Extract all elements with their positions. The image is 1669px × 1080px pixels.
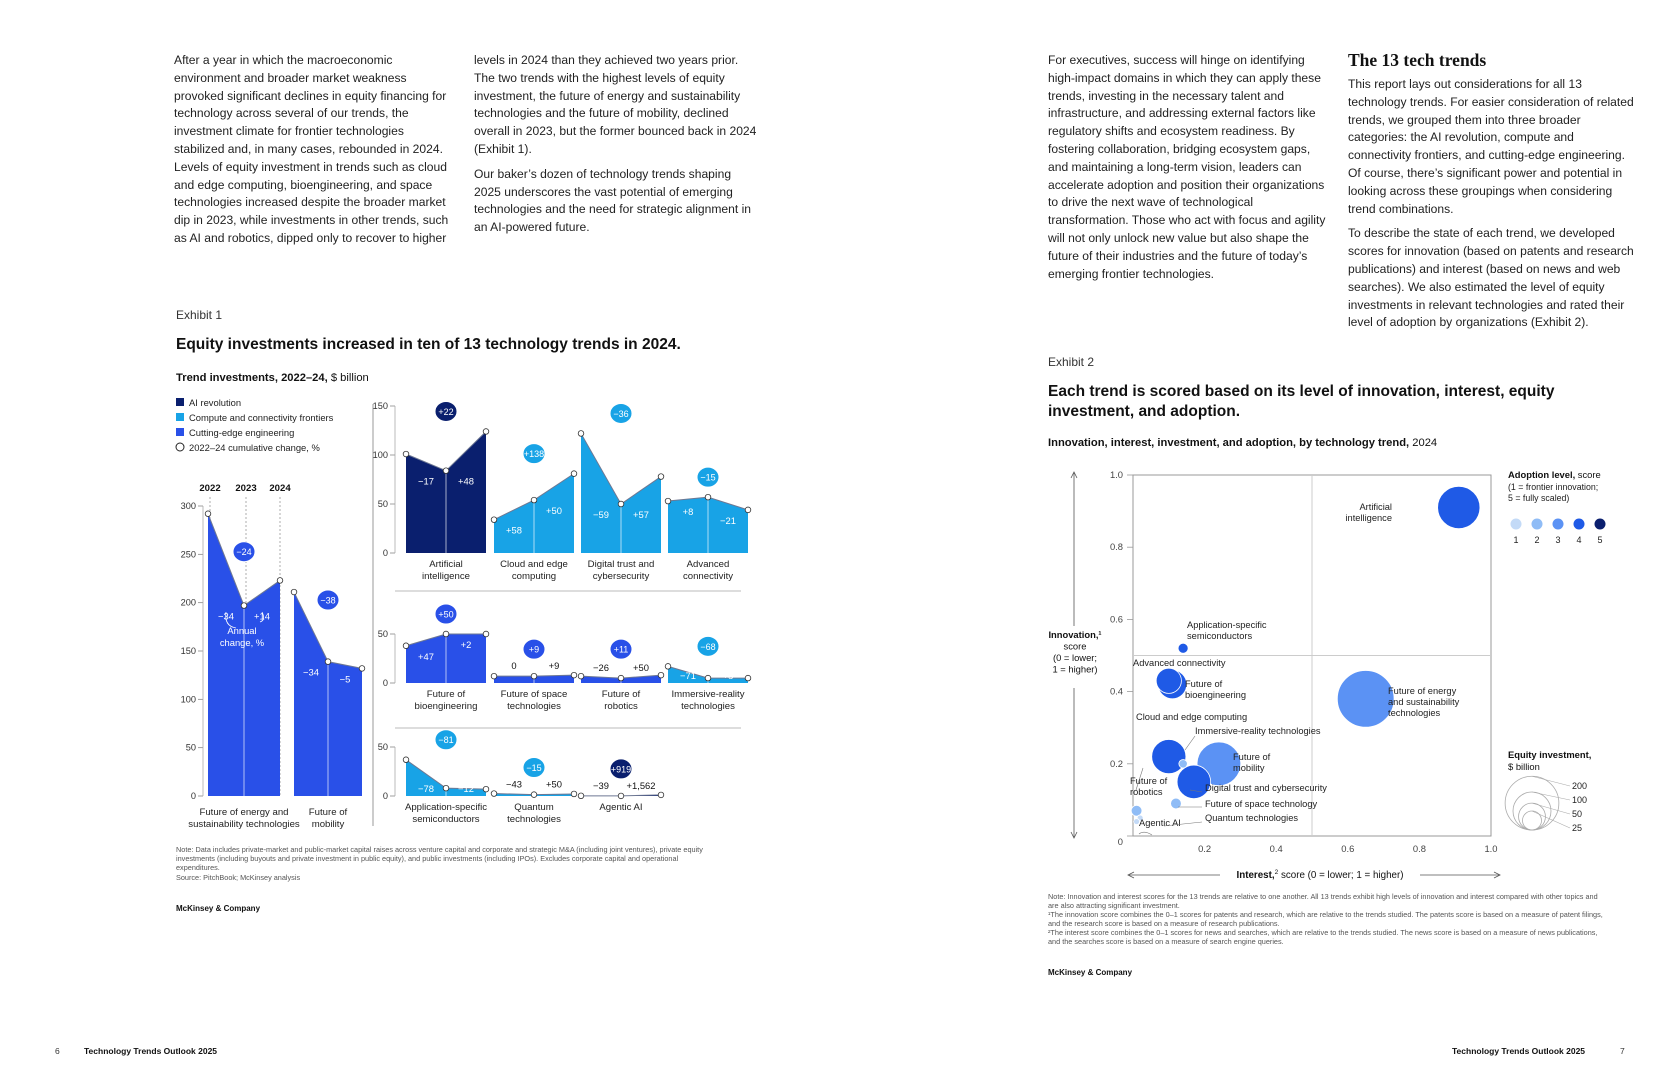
bubble-label: robotics xyxy=(1130,787,1163,797)
exhibit-2-chart xyxy=(1040,450,1630,890)
trend-label: mobility xyxy=(311,819,345,830)
footer-title: Technology Trends Outlook 2025 xyxy=(84,1046,218,1056)
data-point xyxy=(491,673,497,679)
data-point xyxy=(531,497,537,503)
trend-label: computing xyxy=(511,571,557,582)
bubble-label: Application-specific xyxy=(1187,620,1267,630)
cumulative-change-label: +22 xyxy=(438,406,454,417)
bubble-future-of-energy-and-sustainability-technologies xyxy=(1337,670,1394,727)
investment-legend-unit: $ billion xyxy=(1508,761,1540,772)
cumulative-change-label: +138 xyxy=(523,449,545,460)
data-point xyxy=(618,675,624,681)
annual-change-label: +57 xyxy=(633,509,649,520)
legend-swatch xyxy=(176,413,184,421)
annual-change-label: +8 xyxy=(722,670,734,681)
y-tick-label: 0.6 xyxy=(1109,613,1123,625)
body-paragraph: This report lays out considerations for all 13 technology trends. For easier consideration of related trends, we grouped them into three broader categories: the AI revolution, compute and connectivity frontiers, and cutting-edge engineering. Of course, there’s significant power and potential in looking across these groupings when considering trend combinations. xyxy=(1348,77,1634,216)
trend-label: robotics xyxy=(604,701,638,712)
trend-label: technologies xyxy=(681,701,735,712)
body-paragraph: To describe the state of each trend, we developed scores for innovation (based on patents and research publications) and interest (based on news and web searches). We also estimated the level of equity investments in relevant technologies and rated their level of adoption by organizations (Exhibit 2). xyxy=(1348,226,1634,330)
investment-legend-value: 200 xyxy=(1572,781,1588,791)
cumulative-change-label: −36 xyxy=(613,408,629,419)
y-tick-label: 0 xyxy=(382,548,388,558)
data-point xyxy=(403,757,409,763)
data-point xyxy=(658,474,664,480)
bubble-label: Agentic AI xyxy=(1139,818,1181,828)
annual-change-label: −59 xyxy=(593,509,609,520)
leader-line xyxy=(1139,832,1152,835)
trend-label: Future of xyxy=(308,807,348,818)
x-tick-label: 0.8 xyxy=(1412,843,1426,854)
annual-change-label: −5 xyxy=(339,673,351,685)
annual-change-label: −17 xyxy=(418,475,434,487)
cumulative-change-label: −38 xyxy=(320,595,336,606)
annual-change-label: +9 xyxy=(548,660,560,672)
exhibit-1-source: Source: PitchBook; McKinsey analysis xyxy=(176,873,301,882)
trend-label: Immersive-reality xyxy=(671,689,745,700)
y-axis-label: Innovation,¹ xyxy=(1048,629,1102,640)
investment-legend-value: 50 xyxy=(1572,809,1583,819)
annual-change-label: 0 xyxy=(511,660,517,672)
annual-change-label: +50 xyxy=(633,662,649,674)
trend-label: Agentic AI xyxy=(599,802,643,813)
bubble-label: bioengineering xyxy=(1185,690,1246,700)
adoption-level-label: 1 xyxy=(1513,535,1519,545)
y-tick-label: 50 xyxy=(377,629,388,639)
y-axis-label: score xyxy=(1063,640,1087,652)
trend-label: Application-specific xyxy=(404,802,488,813)
y-tick-label: 200 xyxy=(180,597,196,608)
footnote-2: ²The interest score combines the 0–1 scores for news and searches, which are relative to the trends studied. The news score is based on a measure of news publications, and the searches score is based on a measure of search engine queries. xyxy=(1048,928,1598,946)
y-tick-label: 50 xyxy=(377,742,388,752)
data-point xyxy=(531,673,537,679)
subtitle-unit: $ billion xyxy=(327,372,369,384)
bubble-label: Digital trust and cybersecurity xyxy=(1205,783,1327,793)
subtitle-year: 2024 xyxy=(1409,437,1438,449)
exhibit-1-chart xyxy=(0,0,760,840)
trend-label: Quantum xyxy=(514,802,554,813)
y-tick-label: 150 xyxy=(180,646,196,656)
trend-label: Future of space xyxy=(500,689,568,700)
bubble-label: Quantum technologies xyxy=(1205,813,1299,823)
y-tick-label: 100 xyxy=(180,694,196,705)
adoption-legend-desc: 5 = fully scaled) xyxy=(1508,493,1570,503)
bubble-label: semiconductors xyxy=(1187,631,1253,641)
adoption-level-label: 4 xyxy=(1576,535,1582,545)
bubble-immersive-reality-technologies xyxy=(1179,760,1187,768)
x-tick-label: 0.6 xyxy=(1341,843,1355,854)
annual-change-label: +47 xyxy=(418,650,434,662)
x-tick-label: 1.0 xyxy=(1484,843,1498,854)
annual-change-label: +8 xyxy=(682,506,694,518)
annual-change-label: +48 xyxy=(458,475,474,487)
annual-change-label: −21 xyxy=(720,514,736,526)
data-point xyxy=(658,792,664,798)
bubble-label: Cloud and edge computing xyxy=(1136,712,1248,722)
annual-change-label: −34 xyxy=(303,666,319,678)
trend-label: Future of xyxy=(601,689,641,700)
body-paragraph: levels in 2024 than they achieved two years prior. The two trends with the highest levels of equity investment, the future of energy and sustainability technologies and the future of mobility, declined overall in 2023, but the former bounced back in 2024 (Exhibit 1). xyxy=(474,53,757,156)
cumulative-change-label: −24 xyxy=(236,547,252,558)
page-number: 6 xyxy=(55,1046,60,1056)
trend-label: connectivity xyxy=(682,571,734,582)
page-number: 7 xyxy=(1620,1046,1625,1056)
cumulative-change-label: −81 xyxy=(438,735,454,746)
adoption-swatch xyxy=(1532,519,1543,530)
y-tick-label: 0 xyxy=(190,791,196,801)
exhibit-2-subtitle xyxy=(1048,437,1437,449)
bubble-artificial-intelligence xyxy=(1438,486,1480,528)
adoption-level-label: 5 xyxy=(1597,535,1603,545)
y-tick-label: 50 xyxy=(185,742,196,753)
trend-label: technologies xyxy=(507,814,561,825)
bubble-label: technologies xyxy=(1388,708,1441,718)
right-text-column-2 xyxy=(1348,50,1634,332)
adoption-swatch xyxy=(1553,519,1564,530)
data-point xyxy=(618,793,624,799)
legend-label: AI revolution xyxy=(189,397,242,408)
year-label: 2023 xyxy=(235,483,257,494)
section-heading: The 13 tech trends xyxy=(1348,50,1487,70)
bubble-label: intelligence xyxy=(1345,513,1392,523)
y-tick-label: 0.4 xyxy=(1109,685,1123,697)
trend-label: bioengineering xyxy=(414,701,478,712)
legend-label: 2022–24 cumulative change, % xyxy=(189,442,320,453)
adoption-swatch xyxy=(1595,519,1606,530)
y-tick-label: 0 xyxy=(382,791,388,801)
legend-label: Compute and connectivity frontiers xyxy=(189,412,334,423)
year-label: 2024 xyxy=(269,483,291,494)
bubble-label: Artificial xyxy=(1359,502,1392,512)
trend-label: Artificial xyxy=(429,559,463,570)
adoption-level-label: 3 xyxy=(1555,535,1561,545)
annual-change-label: −39 xyxy=(593,779,609,791)
cumulative-change-label: −68 xyxy=(700,641,716,652)
bubble-label: Advanced connectivity xyxy=(1133,658,1226,668)
annual-change-label: +1,562 xyxy=(626,779,656,791)
trend-label: intelligence xyxy=(421,571,471,582)
data-point xyxy=(325,659,331,665)
y-tick-label: 250 xyxy=(180,549,196,560)
annual-change-label: +2 xyxy=(460,639,472,650)
data-point xyxy=(483,429,489,435)
bubble-label: Immersive-reality technologies xyxy=(1195,726,1321,736)
data-point xyxy=(571,471,577,477)
y-tick-label: 50 xyxy=(377,499,388,509)
bubble-cloud-and-edge-computing xyxy=(1152,739,1186,773)
y-tick-label: 100 xyxy=(372,450,388,460)
legend-swatch xyxy=(176,428,184,436)
trend-label: Future of energy and xyxy=(199,807,289,818)
investment-ring xyxy=(1519,803,1546,830)
y-tick-label: 0 xyxy=(1117,836,1123,847)
adoption-legend-title: Adoption level, score xyxy=(1508,469,1601,480)
y-axis-label: 1 = higher) xyxy=(1052,663,1098,675)
annual-change-label: +14 xyxy=(254,610,270,622)
y-tick-label: 0 xyxy=(382,678,388,688)
subtitle-bold: Trend investments, 2022–24, xyxy=(176,372,328,384)
data-point xyxy=(578,431,584,437)
adoption-swatch xyxy=(1574,519,1585,530)
bubble-digital-trust-and-cybersecurity xyxy=(1177,765,1211,799)
exhibit-1-title: Equity investments increased in ten of 13 technology trends in 2024. xyxy=(176,336,681,353)
annotation-text: Annual xyxy=(227,625,257,636)
data-point xyxy=(618,501,624,507)
trend-label: cybersecurity xyxy=(592,571,650,582)
annual-change-label: −26 xyxy=(593,662,609,674)
exhibit-2-label: Exhibit 2 xyxy=(1048,355,1095,369)
y-axis-label: (0 = lower; xyxy=(1052,652,1098,663)
investment-leader xyxy=(1532,792,1570,800)
leader-line xyxy=(1185,736,1195,750)
cumulative-change-label: +11 xyxy=(613,644,629,655)
data-point xyxy=(571,672,577,678)
bubble-label: and sustainability xyxy=(1388,697,1460,707)
bubble-advanced-connectivity xyxy=(1156,668,1181,693)
y-tick-label: 300 xyxy=(180,501,196,511)
data-point xyxy=(491,517,497,523)
adoption-swatch xyxy=(1511,519,1522,530)
data-point xyxy=(403,451,409,457)
trend-label: semiconductors xyxy=(412,814,480,825)
data-point xyxy=(403,643,409,649)
annual-change-label: −71 xyxy=(680,670,696,681)
adoption-legend-desc: (1 = frontier innovation; xyxy=(1508,482,1599,492)
x-axis-label: Interest,$^2$ score (0 = lower; 1 = higher) xyxy=(1236,869,1404,881)
bubble-label: Future of xyxy=(1233,752,1271,762)
bubble-label: Future of xyxy=(1130,776,1168,786)
trend-label: Advanced xyxy=(686,559,730,570)
y-tick-label: 0.8 xyxy=(1109,541,1123,553)
exhibit-2-title: Each trend is scored based on its level of innovation, interest, equity investment, and adoption. xyxy=(1048,383,1555,420)
cumulative-change-label: −15 xyxy=(526,763,542,774)
exhibit-1-note: Note: Data includes private-market and public-market capital raises across venture capital and corporate and strategic M&A (including joint ventures), private equity investments (including buyouts and private investment in public equity), and public investments (including IPOs). Excludes corporate capital and operational expenditures. xyxy=(176,845,703,872)
cumulative-change-label: −15 xyxy=(700,472,716,483)
bubble-future-of-robotics xyxy=(1131,805,1142,816)
trend-label: sustainability technologies xyxy=(188,819,300,830)
y-tick-label: 0.2 xyxy=(1109,757,1123,769)
exhibit-2-notes xyxy=(1048,892,1608,946)
bubble-application-specific-semiconductors xyxy=(1178,643,1188,653)
brand-mckinsey: McKinsey & Company xyxy=(1048,968,1133,977)
investment-legend-title: Equity investment, xyxy=(1508,749,1592,760)
data-point xyxy=(291,589,297,595)
annual-change-label: +50 xyxy=(546,505,562,517)
trend-label: technologies xyxy=(507,701,561,712)
legend-label: Cutting-edge engineering xyxy=(189,427,295,438)
data-point xyxy=(571,791,577,797)
data-point xyxy=(745,675,751,681)
data-point xyxy=(483,786,489,792)
data-point xyxy=(705,494,711,500)
data-point xyxy=(665,498,671,504)
bubble-label: mobility xyxy=(1233,763,1265,773)
body-paragraph: Our baker’s dozen of technology trends shaping 2025 underscores the vast potential of emerging technologies and the need for strategic alignment in an AI-powered future. xyxy=(474,166,751,235)
data-point xyxy=(241,603,247,609)
data-point xyxy=(205,511,211,517)
body-paragraph: After a year in which the macroeconomic environment and broader market weakness provoked significant declines in equity financing for technology across several of our trends, the investment climate for frontier technologies stabilized and, in many cases, rebounded in 2024. Levels of equity investment in trends such as cloud and edge computing, bioengineering, and space technologies increased despite the broader market dip in 2023, while investments in other trends, such as AI and robotics, dipped only to recover to higher xyxy=(174,53,449,245)
data-point xyxy=(443,785,449,791)
footnote-1: ¹The innovation score combines the 0–1 scores for patents and research, which are relative to the trends studied. The patents score is based on a measure of patent filings, and the research score is based on a measure of research publications. xyxy=(1048,910,1603,928)
brand-mckinsey: McKinsey & Company xyxy=(176,904,261,913)
trend-label: Future of xyxy=(426,689,466,700)
footer-title: Technology Trends Outlook 2025 xyxy=(1452,1046,1586,1056)
data-point xyxy=(483,631,489,637)
annual-change-label: −12 xyxy=(458,783,474,794)
data-point xyxy=(658,672,664,678)
annual-change-label: −78 xyxy=(418,783,434,794)
annual-change-label: −43 xyxy=(506,778,522,790)
data-point xyxy=(705,675,711,681)
cumulative-change-label: +50 xyxy=(438,609,454,620)
annual-change-label: −34 xyxy=(218,610,234,622)
data-point xyxy=(745,507,751,513)
cumulative-change-label: +919 xyxy=(610,764,632,775)
annual-change-label: +50 xyxy=(546,778,562,790)
body-paragraph: For executives, success will hinge on identifying high-impact domains in which they can apply these trends, investing in the necessary talent and infrastructure, and addressing external factors like regulatory shifts and ecosystem readiness. By fostering collaboration, bridging ecosystem gaps, and maintaining a long-term vision, leaders can accelerate adoption and position their organizations to drive the next wave of technological transformation. Those who act with focus and agility will not only unlock new value but also shape the future of their industries and the future of today’s emerging frontier technologies. xyxy=(1048,53,1326,281)
trend-label: Cloud and edge xyxy=(500,559,568,570)
data-point xyxy=(443,631,449,637)
cumulative-change-label: +9 xyxy=(528,644,540,655)
year-label: 2022 xyxy=(199,483,221,494)
bubble-label: Future of space technology xyxy=(1205,799,1318,809)
data-point xyxy=(443,468,449,474)
y-tick-label: 1.0 xyxy=(1109,469,1123,480)
subtitle-bold: Innovation, interest, investment, and adoption, by technology trend, xyxy=(1048,437,1410,449)
bubble-label: Future of xyxy=(1185,679,1223,689)
data-point xyxy=(491,791,497,797)
bubble-label: Future of energy xyxy=(1388,686,1457,696)
investment-legend-value: 100 xyxy=(1572,795,1588,805)
note-text: Note: Innovation and interest scores for the 13 trends are relative to one another. All 13 trends exhibit high levels of innovation and interest compared with other topics and are also attracting significant investment. xyxy=(1048,892,1598,910)
adoption-level-label: 2 xyxy=(1534,535,1540,545)
annotation-text: change, % xyxy=(219,637,265,648)
data-point xyxy=(578,793,584,799)
data-point xyxy=(359,666,365,672)
x-tick-label: 0.4 xyxy=(1269,843,1283,854)
data-point xyxy=(531,792,537,798)
x-tick-label: 0.2 xyxy=(1198,843,1212,854)
data-point xyxy=(578,673,584,679)
legend-circle xyxy=(176,443,184,451)
annual-change-label: +58 xyxy=(506,524,522,536)
trend-label: Digital trust and xyxy=(587,559,655,570)
exhibit-1-label: Exhibit 1 xyxy=(176,308,223,322)
data-point xyxy=(277,578,283,584)
right-text-column-1 xyxy=(1048,52,1333,283)
y-tick-label: 150 xyxy=(372,401,388,411)
legend-swatch xyxy=(176,398,184,406)
data-point xyxy=(665,664,671,670)
investment-legend-value: 25 xyxy=(1572,823,1583,833)
